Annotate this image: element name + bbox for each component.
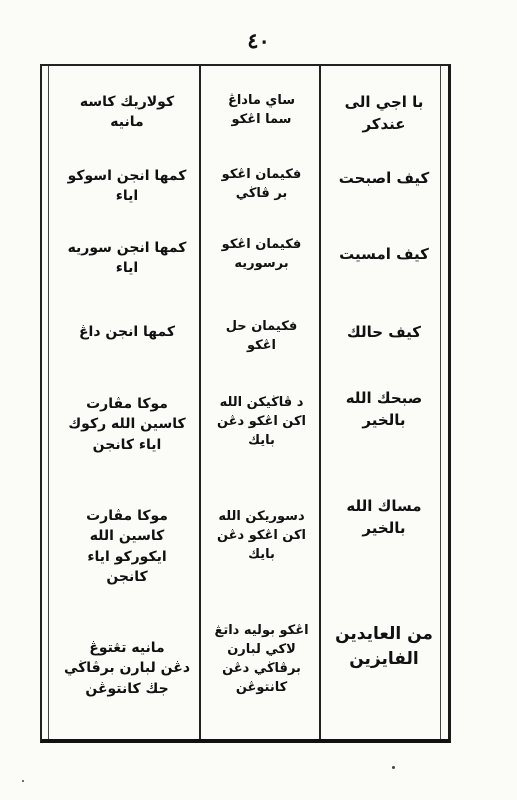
- row-5-javanese: موكا مڤارت كاسين الله ركوك اياء كانجن: [68, 396, 186, 453]
- row-7-malay: اڠكو بوليه داتڠ لاكي لبارن برڤاڬي دڠن كانتوڠن: [214, 623, 309, 695]
- row-2-malay: فكيمان اڠكو بر ڤاڬي: [221, 167, 302, 201]
- ink-speck: [392, 766, 395, 769]
- row-6-arabic: مساك الله بالخير: [346, 497, 422, 537]
- column-divider-left: [199, 66, 201, 739]
- row-7-javanese: مانيه تڠتوڠ دڠن لبارن برڤاڬي جڬ كانتوڠن: [63, 640, 191, 697]
- row-7-arabic: من العايدين الفايزين: [335, 624, 433, 669]
- row-2-arabic: كيف اصبحت: [338, 169, 430, 187]
- row-1-malay: ساي ماداڠ سما اڠكو: [227, 93, 296, 127]
- row-3-malay: فكيمان اڠكو برسوريه: [221, 237, 302, 271]
- row-3-arabic: كيف امسيت: [339, 245, 429, 263]
- row-5-malay: د ڤاڬيكن الله اكن اڠكو دڠن بايك: [216, 395, 307, 448]
- row-2-javanese: كمها انجن اسوكو اياء: [67, 168, 187, 205]
- page-number: ٤٠: [247, 28, 270, 53]
- row-6-malay: دسوريكن الله اكن اڠكو دڠن بايك: [216, 509, 307, 562]
- row-5-arabic: صبحك الله بالخير: [345, 389, 423, 429]
- vocabulary-table: [40, 64, 451, 743]
- row-1-arabic: با اجي الى عندكر: [344, 93, 424, 133]
- row-1-javanese: كولاريك كاسه مانيه: [79, 94, 175, 131]
- row-6-javanese: موكا مڤارت كاسين الله ايكوركو اياء كانجن: [86, 508, 168, 585]
- ink-speck: [22, 780, 24, 782]
- row-4-arabic: كيف حالك: [347, 323, 421, 341]
- row-4-javanese: كمها انجن داڠ: [78, 324, 176, 340]
- row-4-malay: فكيمان حل اڠكو: [225, 319, 298, 353]
- row-3-javanese: كمها انجن سوريه اياء: [67, 240, 187, 277]
- table-inner-border-left: [48, 66, 49, 739]
